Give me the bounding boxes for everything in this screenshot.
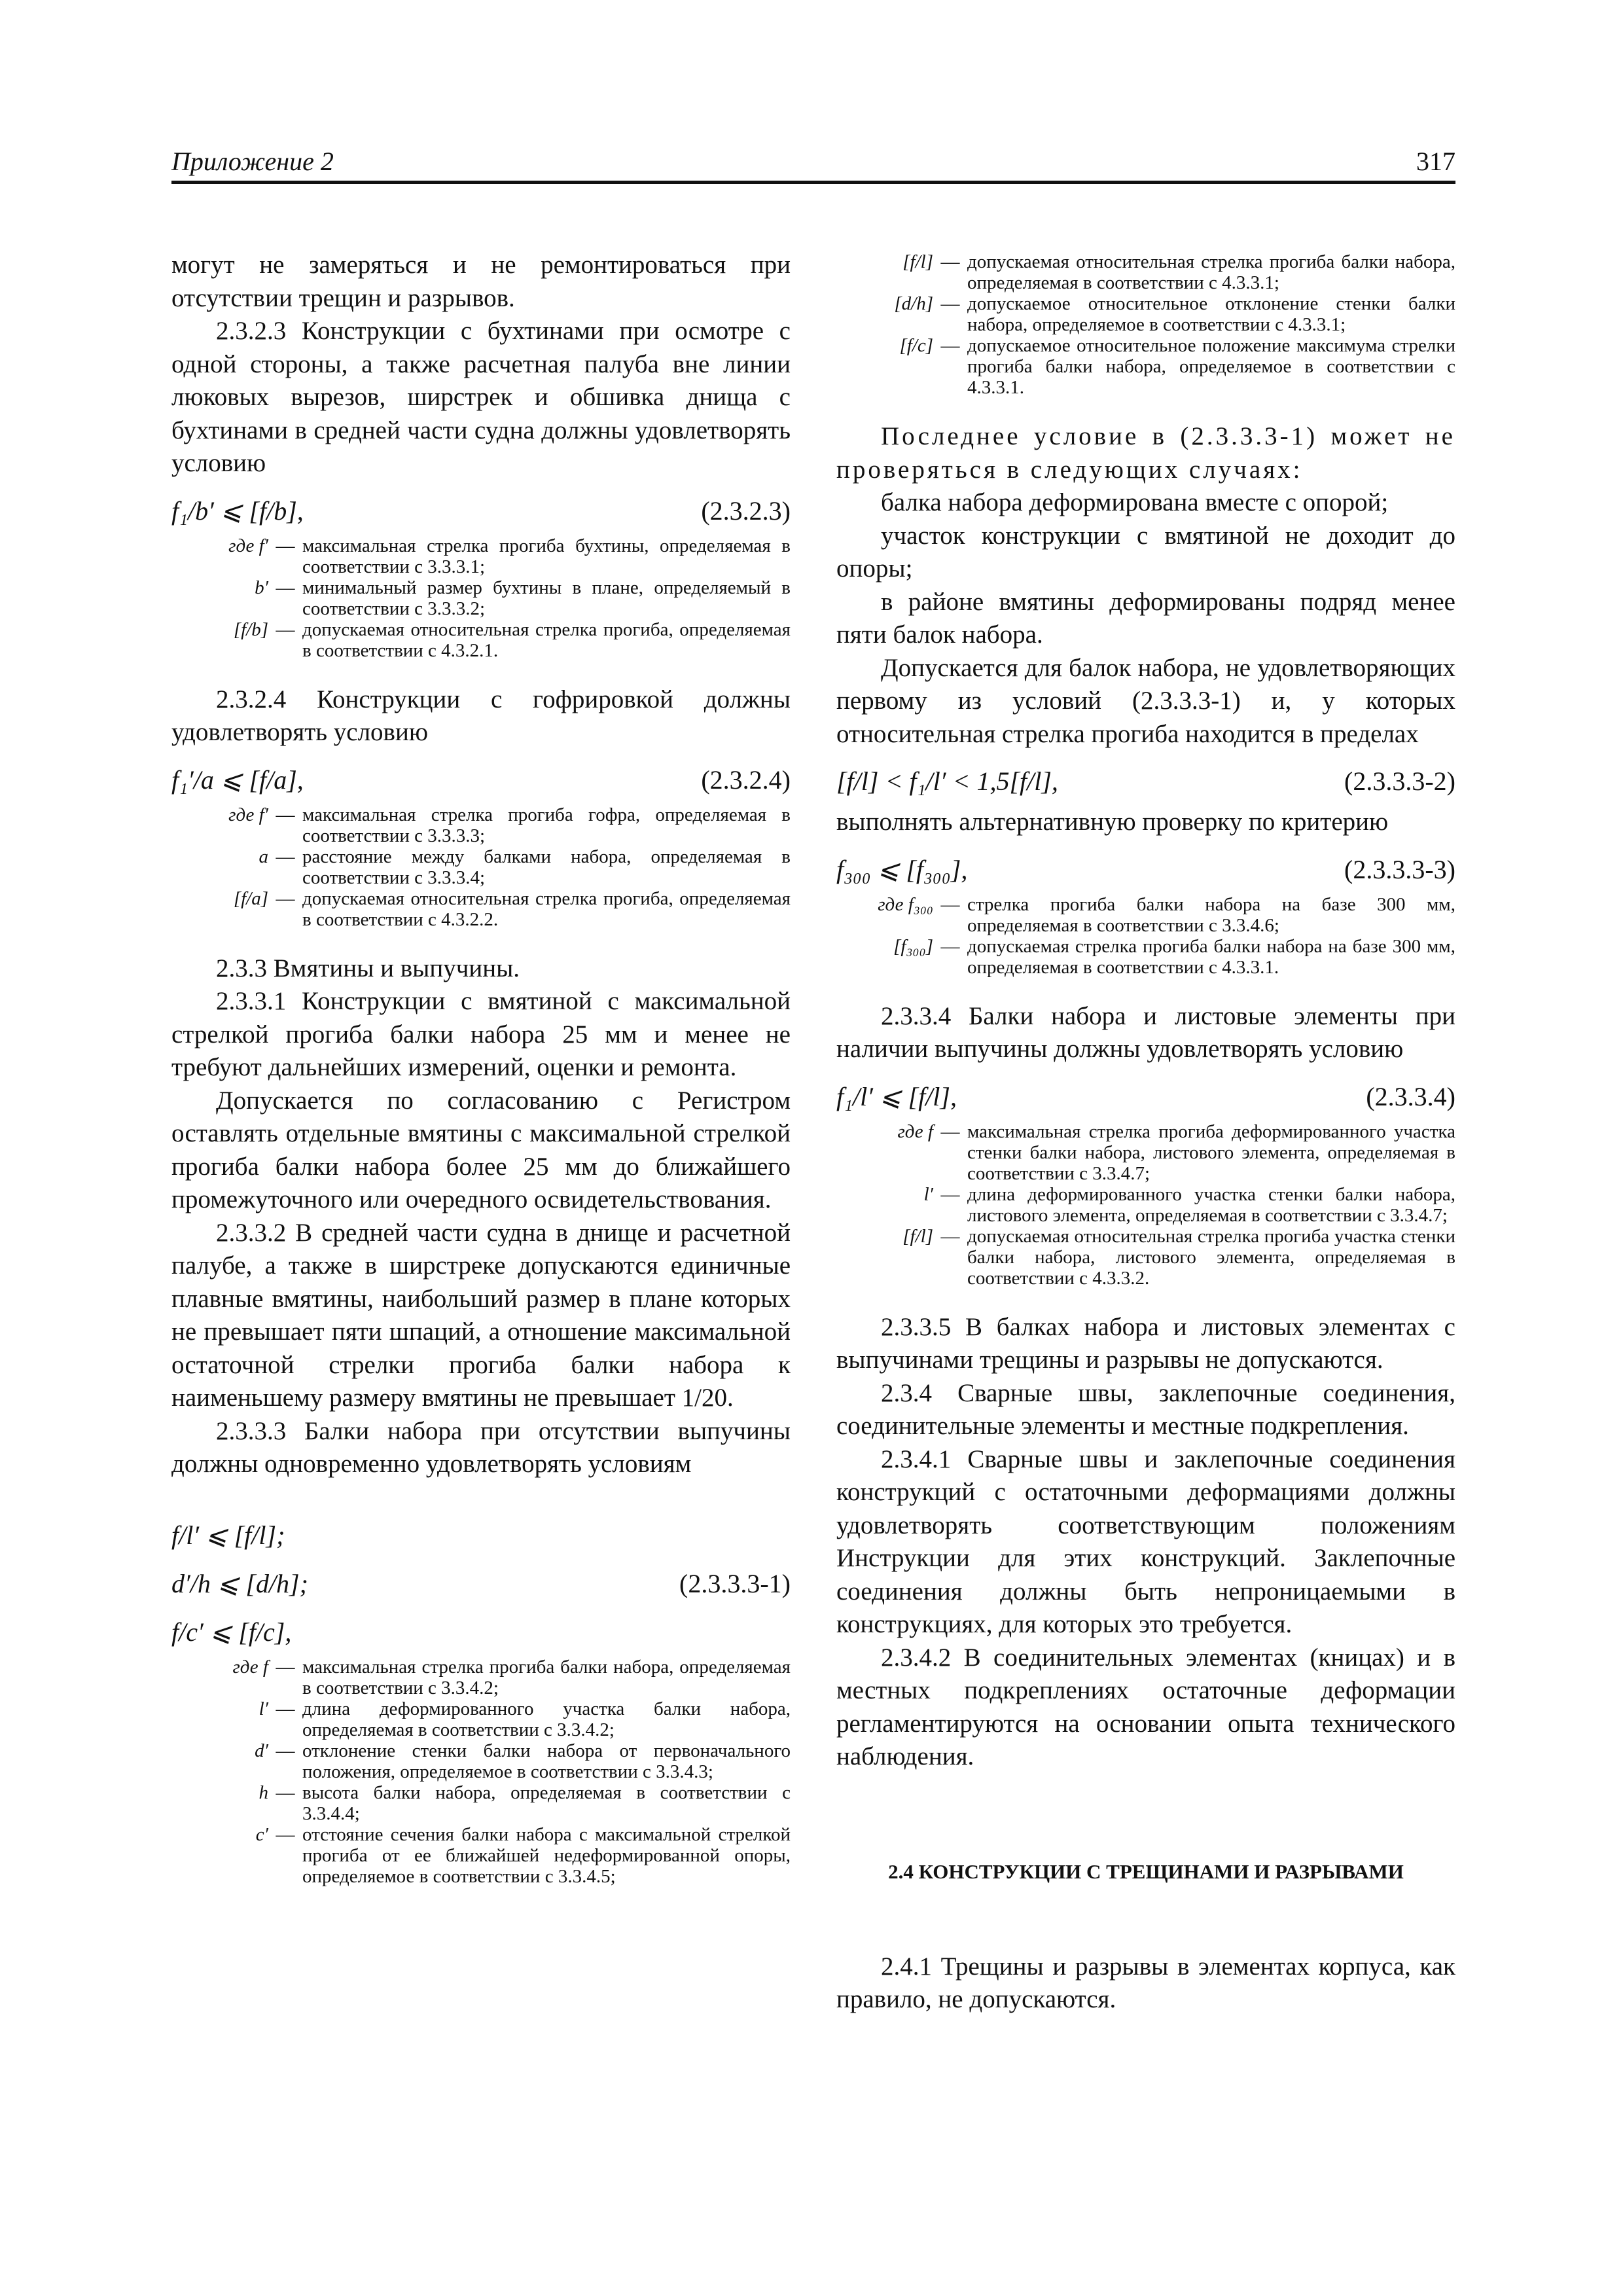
formula-expression: f/l′ ⩽ [f/l]; <box>171 1520 285 1550</box>
list-item: участок конструкции с вмятиной не доходит до опоры; <box>836 521 1455 583</box>
right-column <box>836 249 1455 2017</box>
paragraph-2-3-3-3: 2.3.3.3 Балки набора при отсутствии выпучины должны одновременно удовлетворять условиям <box>171 1416 791 1478</box>
formula-2-3-2-3 <box>171 493 791 529</box>
definition-text: допускаемая стрелка прогиба балки набора на базе 300 мм, определяемая в соответствии с 4.3.3.1. <box>967 935 1455 978</box>
definitions-2-3-2-4 <box>171 804 791 930</box>
definition-text: допускаемая относительная стрелка прогиба участка стенки балки набора, листового элемента, определяемая в соответствии с 4.3.3.2. <box>967 1225 1455 1289</box>
paragraph: Допускается по согласованию с Регистром оставлять отдельные вмятины с максимальной стрелкой прогиба балки набора более 25 мм до ближайшего промежуточного или очередного освидетельствования. <box>171 1086 791 1213</box>
definition-symbol: [f/l] <box>902 1225 933 1247</box>
paragraph-2-3-3-2: 2.3.3.2 В средней части судна в днище и расчетной палубе, а также в ширстреке допускаются единичные плавные вмятины, наибольший размер в плане которых не превышает пяти шпаций, а отношение максимальной остаточной стрелки прогиба балки набора к наименьшему размеру вмятины не превышает 1/20. <box>171 1218 791 1412</box>
definition-row: [f₃₀₀] — допускаемая стрелка прогиба балки набора на базе 300 мм, определяемая в соответствии с 4.3.3.1. <box>836 936 1455 978</box>
page-number: 317 <box>1416 147 1455 176</box>
definition-row: [f/b] — допускаемая относительная стрелка прогиба, определяемая в соответствии с 4.3.2.1. <box>171 619 791 661</box>
definition-symbol: где f′ <box>228 535 268 556</box>
formula-2-3-3-3-3 <box>836 852 1455 888</box>
definition-symbol: где f′ <box>228 804 268 825</box>
formula-2-3-3-4 <box>836 1079 1455 1115</box>
definition-symbol: [d/h] <box>894 293 933 314</box>
definition-symbol: [f₃₀₀] <box>893 935 933 957</box>
formula-2-3-3-3-1c <box>171 1615 791 1650</box>
paragraph-2-3-3-1: 2.3.3.1 Конструкции с вмятиной с максимальной стрелкой прогиба балки набора 25 мм и менее не требуют дальнейших измерений, оценки и ремонта. <box>171 987 791 1081</box>
definition-row: [f/a] — допускаемая относительная стрелка прогиба, определяемая в соответствии с 4.3.2.2. <box>171 888 791 930</box>
formula-number: (2.3.2.3) <box>701 495 791 526</box>
definition-text: отклонение стенки балки набора от первоначального положения, определяемое в соответствии с 3.3.4.3; <box>302 1740 791 1782</box>
formula-2-3-2-4 <box>171 762 791 798</box>
definition-symbol: [f/a] <box>233 888 268 909</box>
formula-expression: f₁/l′ ⩽ [f/l], <box>836 1081 957 1111</box>
definition-text: максимальная стрелка прогиба бухтины, определяемая в соответствии с 3.3.3.1; <box>302 535 791 577</box>
definition-row: b′ — минимальный размер бухтины в плане, определяемый в соответствии с 3.3.3.2; <box>171 577 791 619</box>
definition-text: максимальная стрелка прогиба балки набора, определяемая в соответствии с 3.3.4.2; <box>302 1656 791 1698</box>
subsection-heading-2-3-4: 2.3.4 Сварные швы, заклепочные соединения, соединительные элементы и местные подкрепления. <box>836 1378 1455 1440</box>
paragraph-2-3-2-3: 2.3.2.3 Конструкции с бухтинами при осмотре с одной стороны, а также расчетная палуба вне линии люковых вырезов, ширстрек и обшивка днища с бухтинами в средней части судна должны удовлетворять условию <box>171 317 791 477</box>
definition-symbol: c′ <box>255 1823 268 1845</box>
formula-expression: [f/l] < f₁/l′ < 1,5[f/l], <box>836 766 1058 796</box>
header-appendix-title: Приложение 2 <box>171 147 334 176</box>
definition-text: максимальная стрелка прогиба деформированного участка стенки балки набора, листового элемента, определяемая в соответствии с 3.3.4.7; <box>967 1121 1455 1184</box>
definition-symbol: где f₃₀₀ <box>878 893 933 915</box>
formula-expression: d′/h ⩽ [d/h]; <box>171 1568 308 1598</box>
definition-symbol: где f <box>897 1121 933 1142</box>
definitions-2-3-2-3 <box>171 535 791 661</box>
definition-symbol: b′ <box>255 577 268 598</box>
definition-text: допускаемая относительная стрелка прогиба балки набора, определяемая в соответствии с 4.3.3.1; <box>967 251 1455 293</box>
paragraph: выполнять альтернативную проверку по критерию <box>836 808 1389 836</box>
definition-row: l′ — длина деформированного участка стенки балки набора, листового элемента, определяемая в соответствии с 3.3.4.7; <box>836 1184 1455 1226</box>
definition-symbol: где f <box>232 1656 268 1677</box>
definitions-2-3-3-3-3 <box>836 894 1455 978</box>
definition-symbol: l′ <box>259 1698 268 1719</box>
formula-expression: f₃₀₀ ⩽ [f₃₀₀], <box>836 854 968 884</box>
section-heading-2-4: 2.4 КОНСТРУКЦИИ С ТРЕЩИНАМИ И РАЗРЫВАМИ <box>888 1859 1404 1883</box>
definition-text: стрелка прогиба балки набора на базе 300 мм, определяемая в соответствии с 3.3.4.6; <box>967 893 1455 936</box>
definition-text: допускаемая относительная стрелка прогиба, определяемая в соответствии с 4.3.2.1. <box>302 619 791 661</box>
definition-text: минимальный размер бухтины в плане, определяемый в соответствии с 3.3.3.2; <box>302 577 791 619</box>
formula-2-3-3-3-2 <box>836 764 1455 799</box>
formula-number: (2.3.3.3-3) <box>1344 854 1455 884</box>
formula-number: (2.3.3.3-2) <box>1344 766 1455 796</box>
definition-row: где f — максимальная стрелка прогиба балки набора, определяемая в соответствии с 3.3.4.2; <box>171 1657 791 1698</box>
definition-row: d′ — отклонение стенки балки набора от первоначального положения, определяемое в соответствии с 3.3.4.3; <box>171 1740 791 1782</box>
formula-expression: f/c′ ⩽ [f/c], <box>171 1617 292 1647</box>
paragraph-2-3-4-1: 2.3.4.1 Сварные швы и заклепочные соединения конструкций с остаточными деформациями должны удовлетворять соответствующим положениям Инструкции для этих конструкций. Заклепочные соединения должны быть непроницаемыми в конструкциях, для которых это требуется. <box>836 1444 1455 1638</box>
paragraph-2-4-1: 2.4.1 Трещины и разрывы в элементах корпуса, как правило, не допускаются. <box>836 1952 1455 2013</box>
definition-text: максимальная стрелка прогиба гофра, определяемая в соответствии с 3.3.3.3; <box>302 804 791 846</box>
definition-row: где f′ — максимальная стрелка прогиба гофра, определяемая в соответствии с 3.3.3.3; <box>171 804 791 846</box>
list-item: в районе вмятины деформированы подряд менее пяти балок набора. <box>836 587 1455 649</box>
definition-row: где f′ — максимальная стрелка прогиба бухтины, определяемая в соответствии с 3.3.3.1; <box>171 535 791 577</box>
definition-symbol: [f/l] <box>902 251 933 272</box>
left-column <box>171 249 791 1887</box>
definition-text: высота балки набора, определяемая в соответствии с 3.3.4.4; <box>302 1782 791 1824</box>
formula-number: (2.3.2.4) <box>701 764 791 795</box>
paragraph: Последнее условие в (2.3.3.3-1) может не проверяться в следующих случаях: <box>836 422 1455 484</box>
definition-row: [f/l] — допускаемая относительная стрелка прогиба балки набора, определяемая в соответствии с 4.3.3.1; <box>836 251 1455 293</box>
definition-text: длина деформированного участка стенки балки набора, листового элемента, определяемая в соответствии с 3.3.4.7; <box>967 1183 1455 1226</box>
definition-row: [f/l] — допускаемая относительная стрелка прогиба участка стенки балки набора, листового элемента, определяемая в соответствии с 4.3.3.2. <box>836 1226 1455 1289</box>
definition-text: допускаемое относительное положение максимума стрелки прогиба балки набора, определяемое в соответствии с 4.3.3.1. <box>967 335 1455 398</box>
definition-row: где f₃₀₀ — стрелка прогиба балки набора на базе 300 мм, определяемая в соответствии с 3.3.4.6; <box>836 894 1455 936</box>
definition-row: [d/h] — допускаемое относительное отклонение стенки балки набора, определяемое в соответствии с 4.3.3.1; <box>836 293 1455 335</box>
definitions-2-3-3-4 <box>836 1121 1455 1289</box>
definition-text: допускаемое относительное отклонение стенки балки набора, определяемое в соответствии с 4.3.3.1; <box>967 293 1455 335</box>
paragraph-2-3-2-4: 2.3.2.4 Конструкции с гофрировкой должны удовлетворять условию <box>171 685 791 746</box>
paragraph-2-3-3-4: 2.3.3.4 Балки набора и листовые элементы при наличии выпучины должны удовлетворять условию <box>836 1001 1455 1063</box>
paragraph-2-3-4-2: 2.3.4.2 В соединительных элементах (кницах) и в местных подкреплениях остаточные деформации регламентируются на основании опыта технического наблюдения. <box>836 1643 1455 1770</box>
paragraph: могут не замеряться и не ремонтироваться при отсутствии трещин и разрывов. <box>171 251 791 312</box>
definition-symbol: a <box>259 846 268 867</box>
formula-number: (2.3.3.3-1) <box>679 1568 791 1598</box>
definition-symbol: h <box>259 1782 268 1803</box>
definition-symbol: [f/c] <box>899 335 933 356</box>
definition-symbol: d′ <box>255 1740 268 1761</box>
list-item: балка набора деформирована вместе с опорой; <box>881 488 1389 516</box>
definition-row: c′ — отстояние сечения балки набора с максимальной стрелкой прогиба от ее ближайшей недеформированной опоры, определяемое в соответствии с 3.3.4.5; <box>171 1824 791 1887</box>
formula-expression: f₁/b′ ⩽ [f/b], <box>171 495 304 526</box>
definition-text: отстояние сечения балки набора с максимальной стрелкой прогиба от ее ближайшей недеформированной опоры, определяемое в соответствии с 3.3.4.5; <box>302 1823 791 1887</box>
definition-text: длина деформированного участка балки набора, определяемая в соответствии с 3.3.4.2; <box>302 1698 791 1740</box>
formula-number: (2.3.3.4) <box>1366 1081 1455 1111</box>
definition-text: допускаемая относительная стрелка прогиба, определяемая в соответствии с 4.3.2.2. <box>302 888 791 930</box>
definitions-2-3-3-3-cont <box>836 251 1455 398</box>
subsection-heading-2-3-3: 2.3.3 Вмятины и выпучины. <box>216 954 520 982</box>
definition-row: l′ — длина деформированного участка балки набора, определяемая в соответствии с 3.3.4.2; <box>171 1698 791 1740</box>
definition-text: расстояние между балками набора, определяемая в соответствии с 3.3.3.4; <box>302 846 791 888</box>
paragraph: Допускается для балок набора, не удовлетворяющих первому из условий (2.3.3.3-1) и, у которых относительная стрелка прогиба находится в пределах <box>836 653 1455 748</box>
definition-row: a — расстояние между балками набора, определяемая в соответствии с 3.3.3.4; <box>171 846 791 888</box>
definitions-2-3-3-3 <box>171 1657 791 1887</box>
formula-expression: f₁′/a ⩽ [f/a], <box>171 764 304 795</box>
formula-2-3-3-3-1b <box>171 1566 791 1602</box>
definition-row: где f — максимальная стрелка прогиба деформированного участка стенки балки набора, листового элемента, определяемая в соответствии с 3.3.4.7; <box>836 1121 1455 1184</box>
definition-row: [f/c] — допускаемое относительное положение максимума стрелки прогиба балки набора, определяемое в соответствии с 4.3.3.1. <box>836 335 1455 398</box>
paragraph-2-3-3-5: 2.3.3.5 В балках набора и листовых элементах с выпучинами трещины и разрывы не допускаются. <box>836 1312 1455 1374</box>
definition-symbol: l′ <box>923 1183 933 1205</box>
formula-2-3-3-3-1a <box>171 1518 791 1553</box>
definition-symbol: [f/b] <box>233 619 268 640</box>
page-header <box>171 144 1455 184</box>
definition-row: h — высота балки набора, определяемая в соответствии с 3.3.4.4; <box>171 1782 791 1824</box>
